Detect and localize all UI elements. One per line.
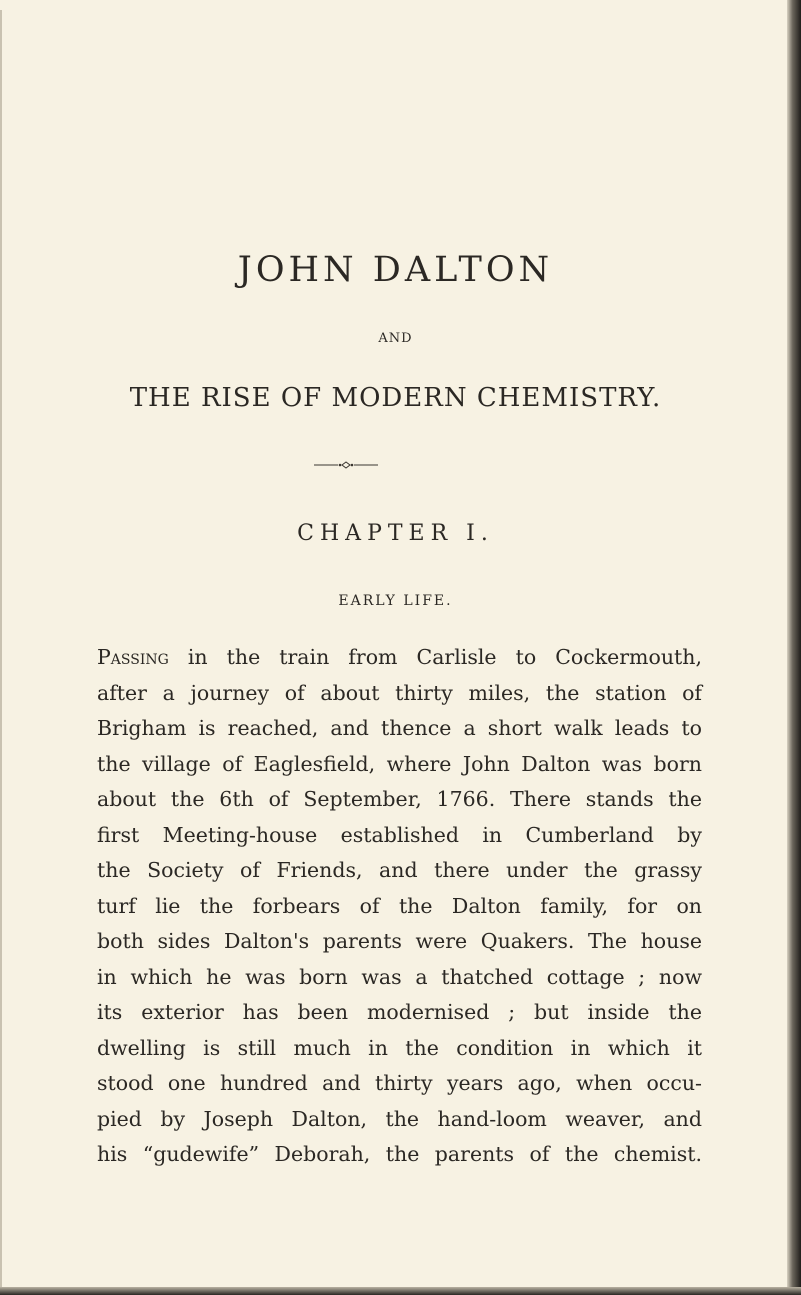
chapter-heading: CHAPTER I. (297, 521, 494, 546)
paragraph-line: about the 6th of September, 1766. There stands the (97, 787, 702, 811)
section-heading: EARLY LIFE. (338, 593, 453, 609)
book-binding-edge (787, 0, 801, 1295)
paragraph-line: the Society of Friends, and there under the grassy (97, 858, 702, 882)
paragraph-line: Passing in the train from Carlisle to Cockermouth, (97, 645, 702, 669)
title-connector: AND (378, 331, 413, 346)
paragraph-line: stood one hundred and thirty years ago, when occu- (97, 1071, 702, 1095)
book-subtitle: THE RISE OF MODERN CHEMISTRY. (129, 383, 662, 413)
page-bottom-edge (0, 1287, 801, 1295)
paragraph-line: its exterior has been modernised ; but inside the (97, 1000, 702, 1024)
paragraph-line: after a journey of about thirty miles, the station of (97, 680, 702, 705)
book-title: JOHN DALTON (237, 250, 554, 290)
page-left-edge (0, 10, 2, 1290)
dash-diamond-dash-ornament-icon (306, 460, 386, 470)
opening-word: Passing (97, 645, 169, 669)
body-paragraph (97, 640, 702, 1173)
paragraph-line: first Meeting-house established in Cumberland by (97, 822, 702, 847)
paragraph-line: pied by Joseph Dalton, the hand-loom weaver, and (97, 1106, 702, 1131)
paragraph-line: his “gudewife” Deborah, the parents of the chemist. (97, 1142, 702, 1166)
paragraph-line: turf lie the forbears of the Dalton family, for on (97, 893, 702, 918)
paragraph-line: the village of Eaglesfield, where John Dalton was born (97, 751, 702, 776)
paragraph-line: both sides Dalton's parents were Quakers. The house (97, 929, 702, 953)
paragraph-line: dwelling is still much in the condition in which it (97, 1035, 702, 1060)
paragraph-line: Brigham is reached, and thence a short walk leads to (97, 716, 702, 740)
paragraph-line: in which he was born was a thatched cottage ; now (97, 964, 702, 989)
